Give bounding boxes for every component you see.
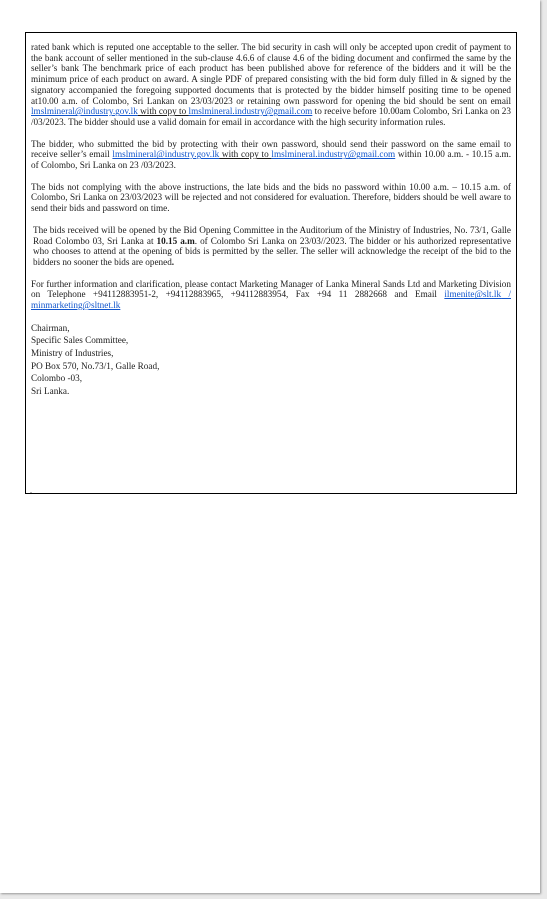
rejection-paragraph: The bids not complying with the above instructions, the late bids and the bids no password within 10.00 a.m. – 10.15 a.m. of Colombo, Sri Lanka on 23/03/2023 will be rejected and not considered for evaluation. Therefore, bidders should be well aware to send their bids and password on time. [31,181,511,214]
email-link-industry[interactable]: lmslmineral@industry.gov.lk [112,149,220,160]
address-line: PO Box 570, No.73/1, Galle Road, [31,360,160,371]
bid-submission-paragraph [31,42,511,128]
address-line: Ministry of Industries, [31,347,114,358]
address-line: Chairman, [31,322,70,333]
email-link-gmail[interactable]: lmslmineral.industry@gmail.com [271,149,396,160]
footer-mark: . [30,486,32,495]
signature-address-block [31,322,511,398]
opening-time: 10.15 a.m [156,235,195,246]
paragraph-text: The bids received will be opened by the Bid Opening Committee in the Auditorium of the Ministry of Industries, No. 73/1, Galle Road Colombo 03, Sri Lanka at [33,224,511,246]
paragraph-text: to receive before 10.00am Colombo, Sri Lanka on 23 /03/2023. The bidder should use a valid domain for email in accordance with the high security information rules. [31,106,511,127]
with-copy-text: with copy to [137,106,189,117]
paragraph-text: The bidder, who submitted the bid by protecting with their own password, should send their password on the same email to receive seller’s email [31,138,511,160]
paragraph-text: For further information and clarification, please contact Marketing Manager of Lanka Mineral Sands Ltd and Marketing Division on Telephone +94112883951-2, +94112883965, +94112883954, Fax +94 11 2882668 and Email [31,278,511,300]
password-paragraph [31,139,511,171]
paragraph-text: . of Colombo Sri Lanka on 23/03//2023. The bidder or his authorized representative who chooses to attend at the opening of bids is permitted by the seller. The seller will acknowledge the receipt of the bid to the bidders no sooner the bids are opened [33,235,512,267]
with-copy-text: with copy to [219,149,272,160]
address-line: Colombo -03, [31,373,83,384]
notice-box [25,32,517,494]
bid-opening-paragraph [31,225,511,268]
email-link-minmarketing[interactable]: minmarketing@sltnet.lk [31,300,121,311]
email-link-ilmenite[interactable]: ilmenite@slt.lk [444,289,502,300]
period: . [171,256,175,267]
email-separator: / [501,289,511,300]
email-link-industry[interactable]: lmslmineral@industry.gov.lk [31,106,138,117]
email-link-gmail[interactable]: lmslmineral.industry@gmail.com [188,106,313,117]
paragraph-text: rated bank which is reputed one acceptable to the seller. The bid security in cash will only be accepted upon credit of payment to the bank account of seller mentioned in the sub-clause 4.6.6 of clause 4.6 of the biding document and confirmed the same by the seller’s bank The benchmark price of each product has been published above for reference of the bidders and it will be the minimum price of each product on award. A single PDF of prepared consisting with the bid form duly filled in & signed by the signatory accompanied the foregoing supported documents that is protected by the bidder himself positing time to be opened at10.00 a.m. of Colombo, Sri Lankan on 23/03/2023 or retaining own password for opening the bid should be sent on email [31,42,511,106]
contact-paragraph [31,279,511,311]
paragraph-text: within 10.00 a.m. - 10.15 a.m. of Colombo, Sri Lanka on 23 /03/2023. [31,149,511,171]
address-line: Sri Lanka. [31,385,70,396]
address-line: Specific Sales Committee, [31,335,129,346]
